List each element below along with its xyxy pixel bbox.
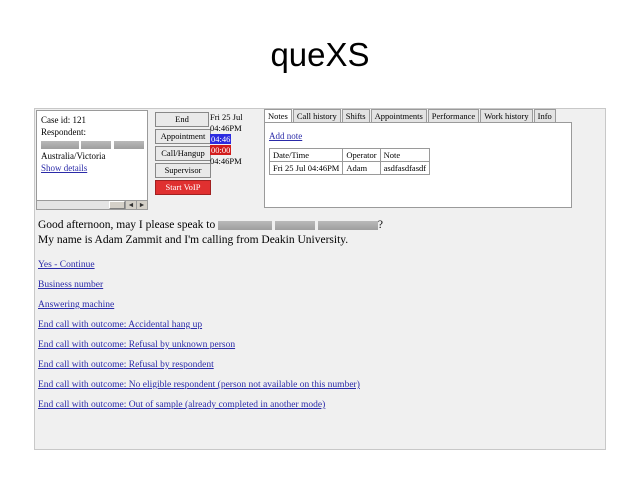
tab-call-history[interactable]: Call history xyxy=(293,109,341,122)
location-text: Australia/Victoria xyxy=(41,151,106,161)
redaction-bar xyxy=(218,221,272,230)
script-links xyxy=(38,260,598,411)
tab-shifts[interactable]: Shifts xyxy=(342,109,370,122)
notes-panel xyxy=(264,122,572,208)
redaction-bar xyxy=(114,141,144,149)
respondent-value-redacted xyxy=(41,138,143,150)
case-id-label: Case id: 121 xyxy=(41,115,86,125)
link-outcome-accidental-hangup[interactable]: End call with outcome: Accidental hang up xyxy=(38,320,203,330)
link-yes-continue[interactable]: Yes - Continue xyxy=(38,260,95,270)
redaction-bar xyxy=(81,141,111,149)
script-line-2: My name is Adam Zammit and I'm calling from Deakin University. xyxy=(38,234,349,246)
column-header-datetime: Date/Time xyxy=(270,149,343,162)
tab-notes[interactable]: Notes xyxy=(264,109,292,122)
link-business-number[interactable]: Business number xyxy=(38,280,104,290)
status-column xyxy=(210,112,256,167)
timer-red-badge: 00:00 xyxy=(211,145,231,155)
link-outcome-no-eligible-respondent[interactable]: End call with outcome: No eligible respondent (person not available on this number) xyxy=(38,380,360,390)
call-date: Fri 25 Jul xyxy=(210,112,243,122)
cell-datetime: Fri 25 Jul 04:46PM xyxy=(270,162,343,175)
scrollbar-track[interactable] xyxy=(37,201,109,209)
column-header-operator: Operator xyxy=(343,149,380,162)
timer-blue-badge: 04:46 xyxy=(211,134,231,144)
action-buttons xyxy=(155,112,209,197)
script-line-1-suffix: ? xyxy=(377,219,383,231)
cell-operator: Adam xyxy=(343,162,380,175)
appointment-button[interactable]: Appointment xyxy=(155,129,211,144)
redaction-bar xyxy=(318,221,378,230)
tab-info[interactable]: Info xyxy=(534,109,556,122)
call-time: 04:46PM xyxy=(210,123,242,133)
show-details-link[interactable]: Show details xyxy=(41,163,88,173)
call-time-secondary: 04:46PM xyxy=(210,156,242,166)
notes-table xyxy=(269,148,430,175)
redaction-bar xyxy=(275,221,315,230)
call-hangup-button[interactable]: Call/Hangup xyxy=(155,146,211,161)
scroll-left-arrow-icon[interactable]: ◄ xyxy=(125,201,136,209)
column-header-note: Note xyxy=(380,149,429,162)
script-line-1-prefix: Good afternoon, may I please speak to xyxy=(38,219,216,231)
script-area xyxy=(38,218,598,420)
tab-performance[interactable]: Performance xyxy=(428,109,479,122)
tab-work-history[interactable]: Work history xyxy=(480,109,532,122)
tab-appointments[interactable]: Appointments xyxy=(371,109,427,122)
start-voip-button[interactable]: Start VoIP xyxy=(155,180,211,195)
link-outcome-refusal-unknown-person[interactable]: End call with outcome: Refusal by unknown person xyxy=(38,340,236,350)
cell-note: asdfasdfasdf xyxy=(380,162,429,175)
page-title: queXS xyxy=(270,36,370,73)
add-note-link[interactable]: Add note xyxy=(269,131,303,141)
supervisor-button[interactable]: Supervisor xyxy=(155,163,211,178)
respondent-label: Respondent: xyxy=(41,127,86,137)
call-info-pane xyxy=(36,110,148,208)
horizontal-scrollbar[interactable] xyxy=(36,200,148,210)
table-header-row xyxy=(270,149,430,162)
scroll-right-arrow-icon[interactable]: ► xyxy=(136,201,147,209)
link-answering-machine[interactable]: Answering machine xyxy=(38,300,115,310)
script-line-1 xyxy=(38,218,598,233)
redaction-bar xyxy=(41,141,79,149)
link-outcome-out-of-sample[interactable]: End call with outcome: Out of sample (already completed in another mode) xyxy=(38,400,326,410)
scrollbar-thumb[interactable] xyxy=(109,201,125,209)
table-row xyxy=(270,162,430,175)
end-button[interactable]: End xyxy=(155,112,209,127)
link-outcome-refusal-respondent[interactable]: End call with outcome: Refusal by respondent xyxy=(38,360,214,370)
tab-strip xyxy=(264,109,572,122)
